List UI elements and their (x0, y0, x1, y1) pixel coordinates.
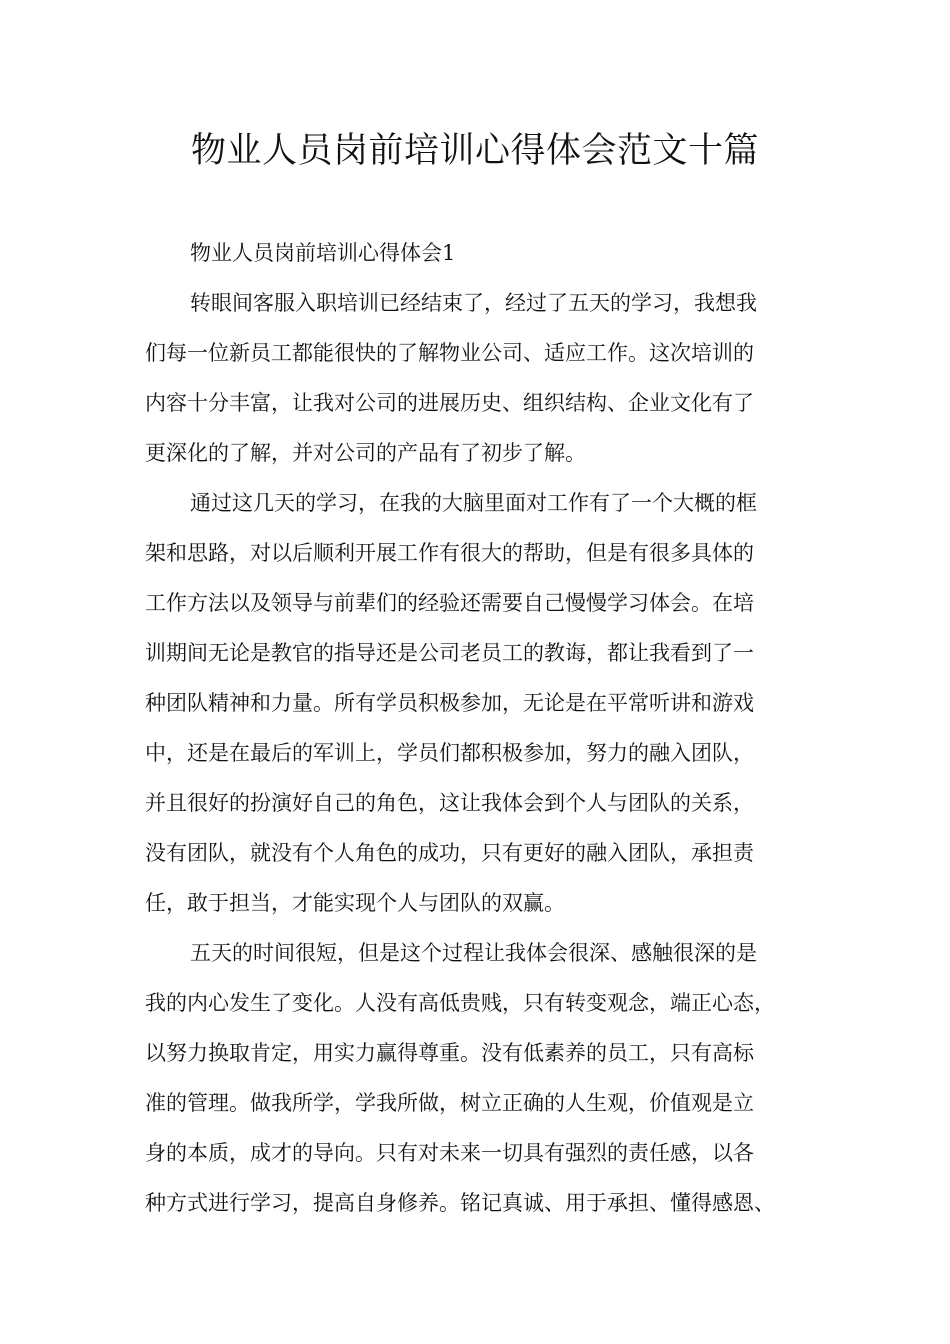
document-body (145, 228, 825, 1228)
paragraph-line: 准的管理。做我所学，学我所做，树立正确的人生观，价值观是立 (145, 1091, 754, 1115)
paragraph-line: 并且很好的扮演好自己的角色，这让我体会到个人与团队的关系， (145, 791, 754, 815)
paragraph-line: 身的本质，成才的导向。只有对未来一切具有强烈的责任感，以各 (145, 1141, 754, 1165)
paragraph (145, 278, 825, 478)
paragraph-line: 架和思路，对以后顺利开展工作有很大的帮助，但是有很多具体的 (145, 541, 754, 565)
paragraph-line: 种团队精神和力量。所有学员积极参加，无论是在平常听讲和游戏 (145, 691, 754, 715)
paragraph-line: 种方式进行学习，提高自身修养。铭记真诚、用于承担、懂得感恩、 (145, 1191, 775, 1215)
paragraph-line: 我的内心发生了变化。人没有高低贵贱，只有转变观念，端正心态， (145, 991, 775, 1015)
paragraph (145, 478, 825, 928)
paragraph-line: 没有团队，就没有个人角色的成功，只有更好的融入团队，承担责 (145, 841, 754, 865)
document-title: 物业人员岗前培训心得体会范文十篇 (190, 131, 759, 171)
paragraph-line: 以努力换取肯定，用实力赢得尊重。没有低素养的员工，只有高标 (145, 1041, 754, 1065)
paragraph-line: 通过这几天的学习，在我的大脑里面对工作有了一个大概的框 (190, 491, 757, 515)
paragraph-line: 们每一位新员工都能很快的了解物业公司、适应工作。这次培训的 (145, 341, 754, 365)
paragraph (145, 928, 825, 1228)
paragraph-line: 任，敢于担当，才能实现个人与团队的双赢。 (145, 891, 565, 915)
paragraph-line: 更深化的了解，并对公司的产品有了初步了解。 (145, 441, 586, 465)
paragraph-line: 中，还是在最后的军训上，学员们都积极参加，努力的融入团队， (145, 741, 754, 765)
paragraph-line: 内容十分丰富，让我对公司的进展历史、组织结构、企业文化有了 (145, 391, 754, 415)
paragraph-line: 训期间无论是教官的指导还是公司老员工的教诲，都让我看到了一 (145, 641, 754, 665)
paragraph-line: 工作方法以及领导与前辈们的经验还需要自己慢慢学习体会。在培 (145, 591, 754, 615)
paragraph-line: 五天的时间很短，但是这个过程让我体会很深、感触很深的是 (190, 941, 757, 965)
paragraph-line: 转眼间客服入职培训已经结束了，经过了五天的学习，我想我 (190, 291, 757, 315)
section-heading: 物业人员岗前培训心得体会1 (190, 241, 456, 265)
